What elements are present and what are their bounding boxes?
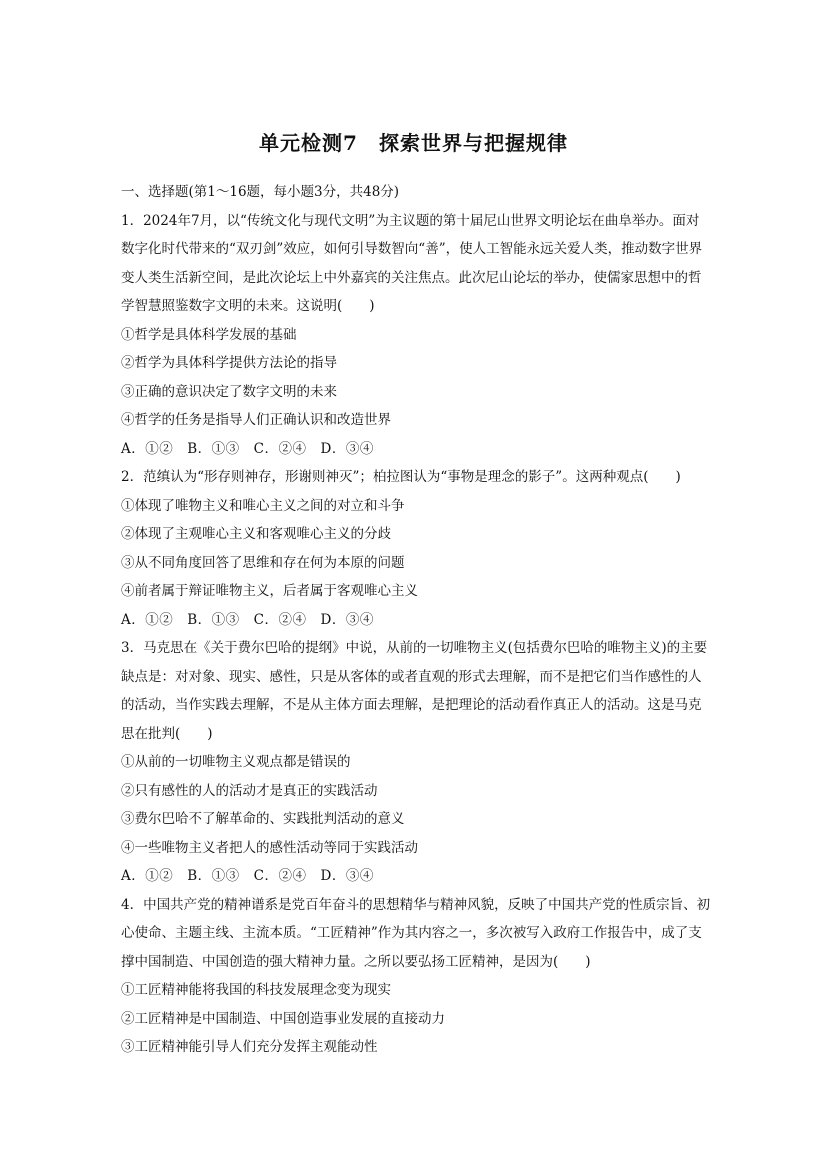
statement-item: ①哲学是具体科学发展的基础 bbox=[121, 326, 297, 343]
answer-options: A．①② B．①③ C．②④ D．③④ bbox=[121, 440, 374, 457]
question-4 bbox=[121, 891, 711, 1062]
question-content bbox=[121, 178, 711, 1062]
statement-item: ③正确的意识决定了数字文明的未来 bbox=[121, 383, 337, 400]
statement-item: ②体现了主观唯心主义和客观唯心主义的分歧 bbox=[121, 526, 391, 542]
statement-item: ④哲学的任务是指导人们正确认识和改造世界 bbox=[121, 412, 391, 428]
question-stem: 3．马克思在《关于费尔巴哈的提纲》中说，从前的一切唯物主义(包括费尔巴哈的唯物主义)的主要缺点是：对对象、现实、感性，只是从客体的或者直观的形式去理解，而不是把它们当作感性的人的活动，当作实践去理解，不是从主体方面去理解，是把理论的活动看作真正人的活动。这是马克思在批判( ) bbox=[121, 640, 708, 742]
section-heading: 一、选择题(第1～16题，每小题3分，共48分) bbox=[121, 184, 400, 200]
question-2 bbox=[121, 463, 711, 634]
question-3 bbox=[121, 634, 711, 891]
question-stem: 1．2024年7月，以“传统文化与现代文明”为主议题的第十届尼山世界文明论坛在曲阜举办。面对数字化时代带来的“双刃剑”效应，如何引导数智向“善”，使人工智能永远关爱人类，推动数字世界变人类生活新空间，是此次论坛上中外嘉宾的关注焦点。此次尼山论坛的举办，使儒家思想中的哲学智慧照鉴数字文明的未来。这说明( ) bbox=[121, 212, 703, 314]
statement-item: ②工匠精神是中国制造、中国创造事业发展的直接动力 bbox=[121, 1010, 445, 1027]
statement-item: ①从前的一切唯物主义观点都是错误的 bbox=[121, 754, 351, 770]
page-title: 单元检测7 探索世界与把握规律 bbox=[259, 131, 568, 155]
statement-item: ②只有感性的人的活动才是真正的实践活动 bbox=[121, 782, 378, 799]
statement-item: ①体现了唯物主义和唯心主义之间的对立和斗争 bbox=[121, 497, 405, 514]
question-stem: 4．中国共产党的精神谱系是党百年奋斗的思想精华与精神风貌，反映了中国共产党的性质宗旨、初心使命、主题主线、主流本质。“工匠精神”作为其内容之一，多次被写入政府工作报告中，成了支撑中国制造、中国创造的强大精神力量。之所以要弘扬工匠精神，是因为( ) bbox=[121, 896, 711, 970]
question-1 bbox=[121, 207, 711, 464]
statement-item: ④一些唯物主义者把人的感性活动等同于实践活动 bbox=[121, 839, 418, 856]
statement-item: ④前者属于辩证唯物主义，后者属于客观唯心主义 bbox=[121, 583, 418, 599]
statement-item: ②哲学为具体科学提供方法论的指导 bbox=[121, 355, 337, 371]
statement-item: ③工匠精神能引导人们充分发挥主观能动性 bbox=[121, 1039, 378, 1055]
statement-item: ③从不同角度回答了思维和存在何为本原的问题 bbox=[121, 554, 405, 571]
answer-options: A．①② B．①③ C．②④ D．③④ bbox=[121, 611, 374, 628]
statement-item: ①工匠精神能将我国的科技发展理念变为现实 bbox=[121, 982, 391, 998]
answer-options: A．①② B．①③ C．②④ D．③④ bbox=[121, 868, 374, 884]
question-stem: 2．范缜认为“形存则神存，形谢则神灭”；柏拉图认为“事物是理念的影子”。这两种观点( ) bbox=[121, 469, 681, 485]
statement-item: ③费尔巴哈不了解革命的、实践批判活动的意义 bbox=[121, 811, 405, 827]
